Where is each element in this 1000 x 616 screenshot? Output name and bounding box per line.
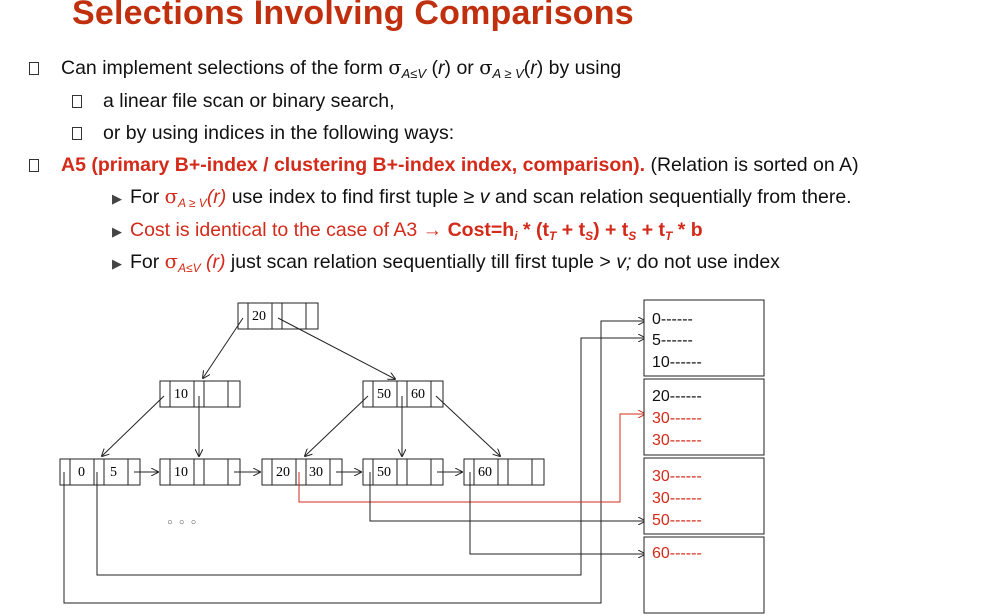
record-highlight: 30------ — [652, 410, 702, 427]
record-pointers — [64, 321, 645, 603]
bullet-1b: or by using indices in the following ways: — [103, 122, 455, 144]
leaf-key: 30 — [309, 465, 323, 480]
leaf-node-2 — [160, 459, 240, 485]
internal-node-right — [363, 381, 443, 407]
record: 20------ — [652, 388, 702, 405]
record-highlight: 50------ — [652, 512, 702, 529]
leaf-key: 20 — [276, 465, 290, 480]
root-node — [238, 303, 318, 329]
leaf-node-4 — [363, 459, 443, 485]
internal-right-key-2: 60 — [411, 387, 425, 402]
triangle-bullet-icon: ▶ — [112, 224, 122, 239]
internal-node-left — [160, 381, 240, 407]
triangle-bullet-icon: ▶ — [112, 191, 122, 206]
record: 0------ — [652, 311, 693, 328]
record-highlight: 30------ — [652, 432, 702, 449]
tree-pointers — [102, 318, 500, 472]
leaf-key: 10 — [174, 465, 188, 480]
record-highlight: 30------ — [652, 490, 702, 507]
bullet-1a: a linear file scan or binary search, — [103, 90, 395, 112]
bullet-2a: For $\sigma_{A \ge V}(r)$ use index to find first tuple ≥ v and scan relation sequentially from there. — [130, 185, 852, 210]
leaf-node-5 — [464, 459, 544, 485]
leaf-node-1 — [60, 459, 140, 485]
bullet-2c: For $\sigma_{A\le V}$ (r) just scan relation sequentially till first tuple > v; do not use index — [130, 250, 780, 275]
leaf-key: 0 — [78, 465, 85, 480]
internal-right-key-1: 50 — [377, 387, 391, 402]
slide-title: Selections Involving Comparisons — [72, 0, 634, 32]
record: 5------ — [652, 332, 693, 349]
bullet-2b: Cost is identical to the case of $A3 \to Cost=h_i * (t_T + t_S) + t_S + t_T * b$ — [130, 219, 703, 243]
bullet-1: Can implement selections of the form $\sigma_{A\le V}$ (r) or $\sigma_{A \ge V}(r)$ by using — [61, 56, 622, 81]
leaf-key: 60 — [478, 465, 492, 480]
bullet-2: A5 (primary B+-index / clustering B+-index index, comparison). (Relation is sorted on A) — [61, 154, 859, 176]
leaf-key: 5 — [110, 465, 117, 480]
record-highlight: 60------ — [652, 545, 702, 562]
leaf-key: 50 — [377, 465, 391, 480]
record: 10------ — [652, 354, 702, 371]
internal-left-key: 10 — [174, 387, 188, 402]
ellipsis: ◦ ◦ ◦ — [166, 516, 198, 531]
record-highlight: 30------ — [652, 468, 702, 485]
root-key: 20 — [252, 309, 266, 324]
triangle-bullet-icon: ▶ — [112, 256, 122, 271]
leaf-node-3 — [262, 459, 342, 485]
